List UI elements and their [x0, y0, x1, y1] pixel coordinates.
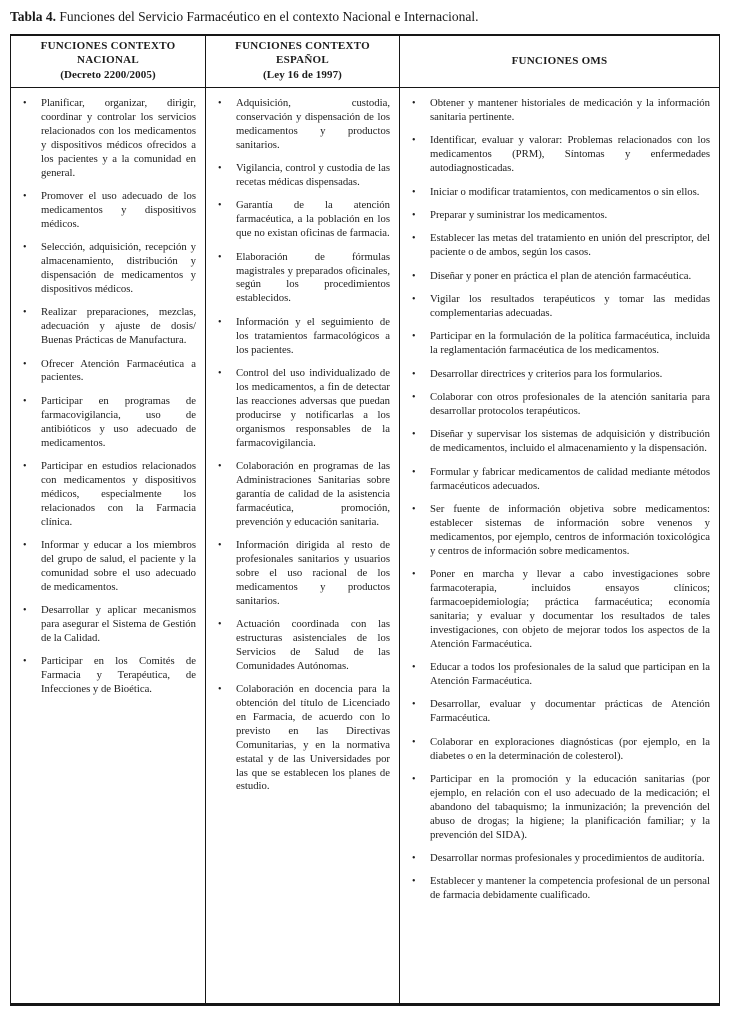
- function-item: [405, 773, 712, 843]
- bullet-icon: •: [412, 699, 416, 711]
- bullet-icon: •: [23, 395, 27, 407]
- column-header-nacional: [11, 36, 205, 88]
- function-item: [405, 97, 712, 125]
- bullet-icon: •: [23, 460, 27, 472]
- function-item-text: Establecer las metas del tratamiento en unión del prescriptor, del paciente o de ambos, según los casos.: [430, 232, 710, 259]
- function-item: [16, 97, 198, 180]
- bullet-icon: •: [23, 98, 27, 109]
- column-body-espanol: [206, 88, 399, 1003]
- function-item: [211, 683, 392, 794]
- bullet-icon: •: [412, 392, 416, 404]
- function-item-text: Desarrollar normas profesionales y procedimientos de auditoría.: [430, 852, 705, 865]
- function-item-text: Participar en estudios relacionados con medicamentos y dispositivos médicos, especialmente los relacionados con la Farmacia clínica.: [41, 459, 196, 528]
- bullet-icon: •: [218, 200, 222, 212]
- bullet-icon: •: [218, 251, 222, 263]
- function-item: [405, 503, 712, 559]
- bullet-icon: •: [412, 774, 416, 786]
- function-item: [405, 852, 712, 866]
- bullet-icon: •: [412, 186, 416, 198]
- function-item: [405, 293, 712, 321]
- function-item-text: Ser fuente de información objetiva sobre medicamentos: establecer sistemas de información sobre venenos y medicamentos, por ejemplo, centros de información toxicológica y centros de información sobre medicamentos.: [430, 503, 710, 557]
- function-item: [405, 232, 712, 260]
- bullet-icon: •: [23, 605, 27, 617]
- function-item-text: Elaboración de fórmulas magistrales y preparados oficinales, según los procedimientos establecidos.: [236, 250, 390, 305]
- function-item-text: Educar a todos los profesionales de la salud que participan en la Atención Farmacéutica.: [430, 661, 710, 687]
- function-item: [16, 358, 198, 386]
- function-item-text: Selección, adquisición, recepción y almacenamiento, distribución y dispensación de medicamentos y dispositivos médicos.: [41, 241, 196, 295]
- function-item: [405, 661, 712, 689]
- function-item-text: Información y el seguimiento de los tratamientos farmacológicos a los pacientes.: [236, 315, 390, 356]
- function-item: [211, 460, 392, 530]
- function-item: [211, 251, 392, 307]
- bullet-icon: •: [23, 190, 27, 202]
- bullet-icon: •: [412, 368, 416, 380]
- function-item-text: Promover el uso adecuado de los medicamentos y dispositivos médicos.: [41, 189, 196, 230]
- function-item: [16, 241, 198, 297]
- function-item: [16, 395, 198, 451]
- function-item-text: Desarrollar y aplicar mecanismos para asegurar el Sistema de Gestión de la Calidad.: [41, 604, 196, 644]
- bullet-icon: •: [412, 853, 416, 865]
- function-item: [211, 316, 392, 358]
- function-item-text: Poner en marcha y llevar a cabo investigaciones sobre farmacoterapia, incluidos ensayos clínicos; farmacoepidemiología; práctica farmacéutica; economía sanitaria; y evaluar y documentar los resultados de tales investigaciones, con objeto de mejorar todos los aspectos de la Atención Farmacéutica.: [430, 568, 710, 650]
- function-item-text: Garantía de la atención farmacéutica, a la población en los que no existan oficinas de farmacia.: [236, 199, 390, 240]
- bullet-icon: •: [218, 460, 222, 472]
- function-item: [211, 367, 392, 450]
- function-item-text: Identificar, evaluar y valorar: Problemas relacionados con los medicamentos (PRM), Síntomas y enfermedades autodiagnosticadas.: [430, 134, 710, 175]
- function-item: [211, 539, 392, 609]
- bullet-icon: •: [412, 209, 416, 221]
- column-header-oms: [400, 36, 719, 88]
- bullet-icon: •: [218, 619, 222, 630]
- function-item-text: Participar en programas de farmacovigilancia, uso de antibióticos y uso adecuado de medicamentos.: [41, 394, 196, 449]
- function-item: [16, 460, 198, 530]
- function-item-text: Desarrollar directrices y criterios para los formularios.: [430, 367, 663, 380]
- column-header-subtitle: (Ley 16 de 1997): [263, 69, 342, 82]
- function-item-text: Colaborar en exploraciones diagnósticas (por ejemplo, en la diabetes o en la determinación de colesterol).: [430, 735, 710, 762]
- function-item-text: Preparar y suministrar los medicamentos.: [430, 208, 608, 221]
- function-item: [405, 698, 712, 726]
- function-item: [16, 539, 198, 595]
- function-item: [405, 428, 712, 456]
- function-item: [405, 330, 712, 358]
- column-contexto-espanol: [206, 36, 400, 1003]
- function-item-text: Colaborar con otros profesionales de la atención sanitaria para desarrollar protocolos terapéuticos.: [430, 391, 710, 417]
- function-item: [16, 190, 198, 232]
- function-item: [211, 162, 392, 190]
- bullet-icon: •: [218, 684, 222, 696]
- bullet-icon: •: [218, 539, 222, 551]
- bullet-icon: •: [412, 569, 416, 581]
- bullet-icon: •: [23, 307, 27, 319]
- function-item-text: Vigilancia, control y custodia de las recetas médicas dispensadas.: [236, 162, 390, 189]
- function-item-text: Vigilar los resultados terapéuticos y tomar las medidas complementarias adecuadas.: [430, 293, 710, 319]
- function-item-text: Colaboración en docencia para la obtención del título de Licenciado en Farmacia, de acuerdo con lo previsto en las Directivas Comunitarias, y en la normativa estatal y de las Universidades por las que se establecen los planes de estudio.: [236, 683, 390, 793]
- function-item-text: Participar en la promoción y la educación sanitarias (por ejemplo, en relación con el uso adecuado de la medicación; el abandono del tabaquismo; la inmunización; la prevención del abuso de drogas; la higiene; la planificación familiar; y la prevención del SIDA).: [430, 773, 710, 841]
- bullet-icon: •: [412, 294, 416, 306]
- function-item: [211, 618, 392, 674]
- bullet-icon: •: [23, 242, 27, 254]
- bullet-icon: •: [412, 876, 416, 888]
- bullet-icon: •: [412, 98, 416, 109]
- function-item: [211, 199, 392, 241]
- bullet-icon: •: [23, 656, 27, 668]
- bullet-icon: •: [412, 504, 416, 516]
- function-item: [405, 368, 712, 382]
- column-header-title: FUNCIONES CONTEXTO NACIONAL: [40, 40, 176, 66]
- column-contexto-nacional: [11, 36, 206, 1003]
- functions-table: [10, 34, 720, 1006]
- table-caption: [10, 8, 720, 25]
- function-item-text: Colaboración en programas de las Administraciones Sanitarias sobre garantía de calidad de la asistencia farmacéutica, promoción, prevención y educación sanitaria.: [236, 459, 390, 528]
- function-item-text: Planificar, organizar, dirigir, coordinar y controlar los servicios relacionados con los medicamentos y dispositivos médicos ofrecidos a los pacientes y a la comunidad en general.: [41, 97, 196, 179]
- column-body-oms: [400, 88, 719, 1003]
- bullet-icon: •: [218, 163, 222, 175]
- bullet-icon: •: [412, 662, 416, 674]
- function-item-text: Realizar preparaciones, mezclas, adecuación y ajuste de dosis/ Buenas Prácticas de Manufactura.: [41, 306, 196, 347]
- function-item: [405, 568, 712, 651]
- function-item-text: Formular y fabricar medicamentos de calidad mediante métodos farmacéuticos adecuados.: [430, 465, 710, 492]
- function-item: [405, 875, 712, 903]
- function-item-text: Participar en la formulación de la política farmacéutica, incluida la reglamentación farmacéutica de los medicamentos.: [430, 330, 710, 357]
- function-item-text: Obtener y mantener historiales de medicación y la información sanitaria pertinente.: [430, 97, 710, 123]
- function-item-text: Información dirigida al resto de profesionales sanitarios y usuarios sobre el uso racional de los medicamentos y productos sanitarios.: [236, 538, 390, 607]
- function-item-text: Ofrecer Atención Farmacéutica a pacientes.: [41, 357, 196, 384]
- function-item: [405, 270, 712, 284]
- bullet-icon: •: [412, 736, 416, 748]
- function-item: [405, 391, 712, 419]
- function-item: [405, 186, 712, 200]
- function-item-text: Establecer y mantener la competencia profesional de un personal de farmacia debidamente cualificado.: [430, 875, 710, 902]
- bullet-icon: •: [412, 270, 416, 282]
- function-item-text: Adquisición, custodia, conservación y dispensación de los medicamentos y productos sanitarios.: [236, 97, 390, 151]
- bullet-icon: •: [218, 98, 222, 109]
- function-item: [16, 655, 198, 697]
- bullet-icon: •: [218, 368, 222, 379]
- bullet-icon: •: [412, 233, 416, 245]
- function-list-oms: [405, 97, 712, 903]
- bullet-icon: •: [412, 429, 416, 441]
- column-header-subtitle: (Decreto 2200/2005): [60, 69, 156, 82]
- function-list-espanol: [211, 97, 392, 794]
- column-header-title: FUNCIONES OMS: [511, 54, 608, 67]
- bullet-icon: •: [412, 135, 416, 147]
- bullet-icon: •: [23, 358, 27, 370]
- table-caption-label: Tabla 4.: [10, 9, 57, 24]
- function-item-text: Desarrollar, evaluar y documentar prácticas de Atención Farmacéutica.: [430, 698, 710, 725]
- column-oms: [400, 36, 719, 1003]
- bullet-icon: •: [23, 539, 27, 551]
- function-item: [405, 736, 712, 764]
- bullet-icon: •: [218, 316, 222, 328]
- function-item-text: Iniciar o modificar tratamientos, con medicamentos o sin ellos.: [430, 185, 700, 198]
- column-header-espanol: [206, 36, 399, 88]
- function-item: [405, 209, 712, 223]
- bullet-icon: •: [412, 466, 416, 478]
- column-header-title: FUNCIONES CONTEXTO ESPAÑOL: [235, 40, 370, 66]
- table-caption-text: Funciones del Servicio Farmacéutico en el contexto Nacional e Internacional.: [56, 9, 479, 24]
- bullet-icon: •: [412, 331, 416, 343]
- function-list-nacional: [16, 97, 198, 697]
- function-item: [211, 97, 392, 153]
- function-item-text: Diseñar y poner en práctica el plan de atención farmacéutica.: [430, 269, 692, 282]
- function-item-text: Informar y educar a los miembros del grupo de salud, el paciente y la comunidad sobre el uso adecuado de medicamentos.: [41, 538, 196, 593]
- function-item: [405, 466, 712, 494]
- function-item-text: Diseñar y supervisar los sistemas de adquisición y distribución de medicamentos, incluido el almacenamiento y la dispensación.: [430, 428, 710, 455]
- function-item-text: Control del uso individualizado de los medicamentos, a fin de detectar las reacciones adversas que puedan producirse y notificarlas a los organismos responsables de la farmacovigilancia.: [236, 367, 390, 449]
- column-body-nacional: [11, 88, 205, 1003]
- function-item: [16, 306, 198, 348]
- function-item-text: Participar en los Comités de Farmacia y Terapéutica, de Infecciones y de Bioética.: [41, 655, 196, 696]
- function-item: [16, 604, 198, 646]
- function-item: [405, 134, 712, 176]
- function-item-text: Actuación coordinada con las estructuras asistenciales de los Servicios de Salud de las Comunidades Autónomas.: [236, 618, 390, 672]
